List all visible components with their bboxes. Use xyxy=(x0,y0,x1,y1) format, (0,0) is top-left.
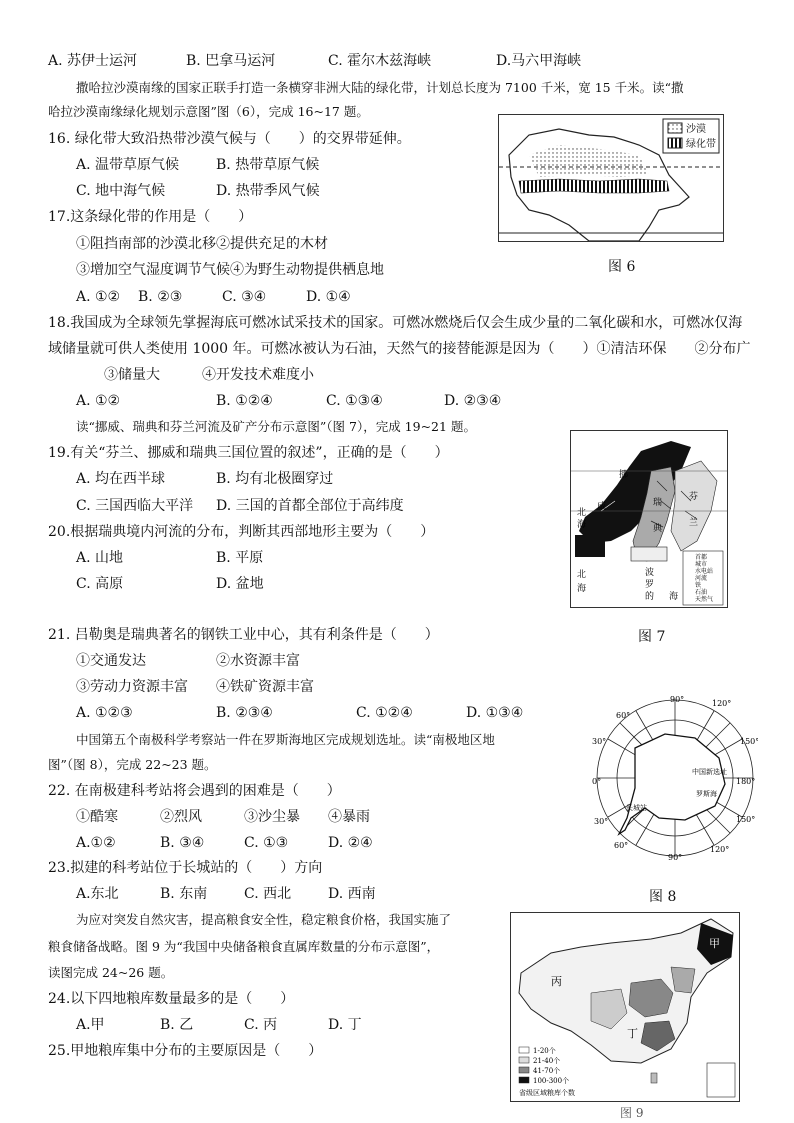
figure-7-map xyxy=(570,430,728,608)
deg-120: 120° xyxy=(712,699,732,708)
deg-150b: 150° xyxy=(736,815,756,824)
q18-line2: 域储量就可供人类使用 1000 年。可燃冰被认为石油，天然气的接替能源是因为（ ）①清洁环保 ②分布广 xyxy=(48,341,751,357)
q23-option-d: D. 西南 xyxy=(328,886,376,902)
label-jia: 甲 xyxy=(709,937,720,950)
legend-hydro: 水电站 xyxy=(695,568,714,575)
q16-stem: 16. 绿化带大致沿热带沙漠气候与（ ）的交界带延伸。 xyxy=(48,131,411,147)
q24-option-a: A.甲 xyxy=(76,1017,105,1033)
q17-item-line2: ③增加空气湿度调节气候④为野生动物提供栖息地 xyxy=(76,262,384,278)
label-hai-2: 海 xyxy=(577,584,587,594)
q16-option-a: A. 温带草原气候 xyxy=(76,157,180,173)
q23-option-b: B. 东南 xyxy=(160,886,208,902)
legend-capital: 首都 xyxy=(695,554,708,561)
q16-option-b: B. 热带草原气候 xyxy=(216,157,320,173)
q22-option-c: C. ①③ xyxy=(244,835,289,851)
q17-option-d: D. ①④ xyxy=(306,289,351,305)
q22-option-b: B. ③④ xyxy=(160,835,205,851)
q22-item-4: ④暴雨 xyxy=(328,809,370,825)
intro-24-line1: 为应对突发自然灾害，提高粮食安全性，稳定粮食价格，我国实施了 xyxy=(76,912,452,927)
legend-21-40: 21-40个 xyxy=(533,1057,561,1065)
option-d: D.马六甲海峡 xyxy=(496,53,582,69)
label-changcheng: 长城站 xyxy=(626,804,647,812)
option-b: B. 巴拿马运河 xyxy=(186,53,276,69)
figure-8-map xyxy=(592,692,758,862)
intro-22-line1: 中国第五个南极科学考察站一件在罗斯海地区完成规划选址。读“南极地区地 xyxy=(76,732,495,747)
legend-gas: 天然气 xyxy=(695,596,714,603)
label-wei: 威 xyxy=(597,502,607,512)
label-bing: 丙 xyxy=(551,975,562,988)
legend-title: 省级区域粮库个数 xyxy=(519,1089,575,1097)
deg-60b: 60° xyxy=(614,841,629,850)
q23-option-c: C. 西北 xyxy=(244,886,292,902)
label-new-site: 中国新选址 xyxy=(692,768,727,776)
q21-option-a: A. ①②③ xyxy=(76,705,133,721)
q21-item-3: ③劳动力资源丰富 xyxy=(76,679,188,695)
label-fen: 芬 xyxy=(689,492,699,502)
q21-option-d: D. ①③④ xyxy=(466,705,524,721)
q21-option-c: C. ①②④ xyxy=(356,705,413,721)
option-a: A. 苏伊士运河 xyxy=(48,53,138,69)
q16-option-c: C. 地中海气候 xyxy=(76,183,166,199)
q22-option-a: A.①② xyxy=(76,835,116,851)
q22-item-1: ①酷寒 xyxy=(76,809,118,825)
antarctic-map-svg xyxy=(592,692,758,862)
legend-oil: 石油 xyxy=(695,589,708,596)
q20-option-a: A. 山地 xyxy=(76,550,124,566)
q20-option-c: C. 高原 xyxy=(76,576,124,592)
q23-stem: 23.拟建的科考站位于长城站的（ ）方向 xyxy=(48,860,323,876)
label-bo: 波 xyxy=(645,568,655,578)
intro-24-line2: 粮食储备战略。图 9 为“我国中央储备粮食直属库数量的分布示意图”， xyxy=(48,939,440,954)
q20-option-d: D. 盆地 xyxy=(216,576,264,592)
figure-7-caption: 图 7 xyxy=(638,629,666,645)
deg-120b: 120° xyxy=(710,845,730,854)
legend-desert: 沙漠 xyxy=(686,124,706,135)
deg-180: 180° xyxy=(736,777,756,786)
q20-option-b: B. 平原 xyxy=(216,550,264,566)
deg-0: 0° xyxy=(592,777,602,786)
q21-item-1: ①交通发达 xyxy=(76,653,146,669)
deg-30b: 30° xyxy=(594,817,609,826)
label-de: 的 xyxy=(645,592,655,602)
q19-option-b: B. 均有北极圈穿过 xyxy=(216,471,334,487)
q19-stem: 19.有关“芬兰、挪威和瑞典三国位置的叙述”，正确的是（ ） xyxy=(48,445,449,461)
q22-stem: 22. 在南极建科考站将会遇到的困难是（ ） xyxy=(48,783,341,799)
legend-1-20: 1-20个 xyxy=(533,1047,556,1055)
q17-item-line1: ①阻挡南部的沙漠北移②提供充足的木材 xyxy=(76,236,328,252)
legend-100-300: 100-300个 xyxy=(533,1077,570,1085)
intro-22-line2: 图”（图 8），完成 22~23 题。 xyxy=(48,757,217,772)
q24-stem: 24.以下四地粮库数量最多的是（ ） xyxy=(48,991,295,1007)
q19-option-c: C. 三国西临大平洋 xyxy=(76,498,194,514)
q17-option-a: A. ①② xyxy=(76,289,121,305)
deg-bottom: 90° xyxy=(668,853,683,862)
legend-greenbelt: 绿化带 xyxy=(686,139,716,150)
q22-item-3: ③沙尘暴 xyxy=(244,809,300,825)
china-map-svg xyxy=(511,913,739,1101)
q24-option-d: D. 丁 xyxy=(328,1017,362,1033)
deg-top: 90° xyxy=(670,695,685,704)
figure-6-map xyxy=(498,114,724,242)
legend-iron: 铁 xyxy=(695,582,702,589)
label-ross-sea: 罗斯海 xyxy=(696,790,717,798)
deg-30: 30° xyxy=(592,737,607,746)
label-dian: 典 xyxy=(653,524,663,534)
q22-option-d: D. ②④ xyxy=(328,835,373,851)
q21-item-2: ②水资源丰富 xyxy=(216,653,300,669)
q25-stem: 25.甲地粮库集中分布的主要原因是（ ） xyxy=(48,1043,323,1059)
label-rui: 瑞 xyxy=(653,498,663,508)
q19-option-d: D. 三国的首都全部位于高纬度 xyxy=(216,498,404,514)
q21-option-b: B. ②③④ xyxy=(216,705,273,721)
q23-option-a: A.东北 xyxy=(76,886,119,902)
label-lan: 兰 xyxy=(689,518,699,528)
legend-city: 城市 xyxy=(695,561,708,568)
label-bei-1: 北 xyxy=(577,508,587,518)
q16-option-d: D. 热带季风气候 xyxy=(216,183,320,199)
q21-item-4: ④铁矿资源丰富 xyxy=(216,679,314,695)
legend-river: 河流 xyxy=(695,575,708,582)
q18-line3: ③储量大 ④开发技术难度小 xyxy=(76,367,314,383)
label-hai-3: 海 xyxy=(669,592,679,602)
q20-stem: 20.根据瑞典境内河流的分布，判断其西部地形主要为（ ） xyxy=(48,524,435,540)
intro-19: 读“挪威、瑞典和芬兰河流及矿产分布示意图”（图 7），完成 19~21 题。 xyxy=(76,419,476,434)
q18-option-b: B. ①②④ xyxy=(216,393,273,409)
deg-60: 60° xyxy=(616,711,631,720)
q21-stem: 21. 吕勒奥是瑞典著名的钢铁工业中心，其有利条件是（ ） xyxy=(48,627,439,643)
q24-option-c: C. 丙 xyxy=(244,1017,278,1033)
q18-line1: 18.我国成为全球领先掌握海底可燃冰试采技术的国家。可燃冰燃烧后仅会生成少量的二氧化碳和水，可燃冰仅海 xyxy=(48,315,743,331)
nordic-map-svg xyxy=(571,431,727,607)
q22-item-2: ②烈风 xyxy=(160,809,202,825)
label-nuo: 挪 xyxy=(619,470,629,480)
legend-41-70: 41-70个 xyxy=(533,1067,561,1075)
label-ding: 丁 xyxy=(627,1027,638,1040)
q17-option-b: B. ②③ xyxy=(138,289,183,305)
q19-option-a: A. 均在西半球 xyxy=(76,471,166,487)
label-luo: 罗 xyxy=(645,580,655,590)
q24-option-b: B. 乙 xyxy=(160,1017,194,1033)
intro-24-line3: 读图完成 24~26 题。 xyxy=(48,965,174,980)
q17-option-c: C. ③④ xyxy=(222,289,267,305)
deg-150: 150° xyxy=(740,737,758,746)
intro-16-line2: 哈拉沙漠南缘绿化规划示意图”图（6），完成 16~17 题。 xyxy=(48,104,369,119)
q17-stem: 17.这条绿化带的作用是（ ） xyxy=(48,209,253,225)
label-bei-2: 北 xyxy=(577,570,587,580)
figure-8-caption: 图 8 xyxy=(649,889,677,905)
intro-16-line1: 撒哈拉沙漠南缘的国家正联手打造一条横穿非洲大陆的绿化带，计划总长度为 7100 千米，宽 15 千米。读“撒 xyxy=(76,80,684,95)
figure-6-caption: 图 6 xyxy=(608,259,636,275)
q18-option-c: C. ①③④ xyxy=(326,393,383,409)
africa-map-svg xyxy=(499,115,723,241)
figure-9-map xyxy=(510,912,740,1102)
option-c: C. 霍尔木兹海峡 xyxy=(328,53,432,69)
figure-9-caption: 图 9 xyxy=(620,1106,644,1120)
q18-option-d: D. ②③④ xyxy=(444,393,502,409)
label-hai-1: 海 xyxy=(577,520,587,530)
q18-option-a: A. ①② xyxy=(76,393,121,409)
